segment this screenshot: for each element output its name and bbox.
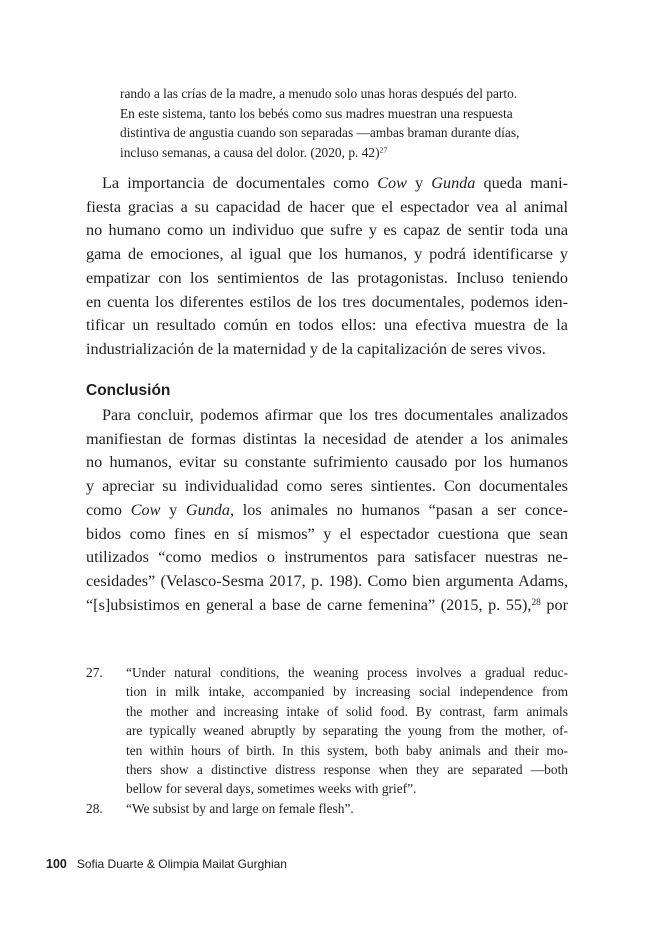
page-footer <box>46 856 287 872</box>
footnote-27 <box>86 663 568 799</box>
footnote-line: ten within hours of birth. In this system, both baby animals and their mo- <box>126 742 568 758</box>
paragraph-line: manifiestan de formas distintas la necesidad de atender a los animales <box>86 429 568 448</box>
footnote-number: 27. <box>86 665 103 680</box>
footnote-line: thers show a distinctive distress response when they are separated —both <box>126 762 568 778</box>
text-run: por <box>540 595 568 614</box>
footnote-line: “Under natural conditions, the weaning process involves a gradual reduc- <box>126 665 568 680</box>
text-run: “[s]ubsistimos en general a base de carne femenina” (2015, p. 55), <box>86 595 532 614</box>
footnotes <box>86 663 568 818</box>
quote-text: incluso semanas, a causa del dolor. (2020, p. 42) <box>120 144 380 160</box>
footnote-line: “We subsist by and large on female flesh”. <box>126 800 354 816</box>
text-run: , los animales no humanos “pasan a ser conce- <box>229 500 569 519</box>
footnote-ref-27[interactable]: 27 <box>379 145 388 155</box>
footnote-line: bellow for several days, sometimes weeks with grief”. <box>126 781 417 797</box>
paragraph-line: fiesta gracias a su capacidad de hacer que el espectador vea al animal <box>86 197 568 216</box>
paragraph-line <box>86 594 568 618</box>
film-title-cow: Cow <box>130 500 161 519</box>
paragraph-line: utilizados “como medios o instrumentos para satisfacer nuestras ne- <box>86 548 568 567</box>
paragraph-line: no humanos, evitar su constante sufrimiento causado por los humanos <box>86 453 568 472</box>
paragraph-line: industrialización de la maternidad y de la capitalización de seres vivos. <box>86 339 546 358</box>
footnote-28 <box>86 799 568 818</box>
paragraph-line: bidos como fines en sí mismos” y el espectador cuestiona que sean <box>86 524 568 543</box>
body-paragraph-2 <box>86 404 568 617</box>
text-run: La importancia de documentales como <box>102 174 378 192</box>
paragraph-line: y apreciar su individualidad como seres sintientes. Con documentales <box>86 477 568 496</box>
paragraph-line: no humano como un individuo que sufre y es capaz de sentir toda una <box>86 221 568 240</box>
paragraph-line: empatizar con los sentimientos de las protagonistas. Incluso teniendo <box>86 268 568 287</box>
text-run: como <box>86 500 131 519</box>
running-footer-authors: Sofia Duarte & Olimpia Mailat Gurghian <box>76 857 287 871</box>
block-quote <box>120 84 568 162</box>
quote-line: distintiva de angustia cuando son separadas —ambas braman durante días, <box>120 125 520 141</box>
film-title-gunda: Gunda <box>431 174 476 192</box>
quote-line: En este sistema, tanto los bebés como sus madres muestran una respuesta <box>120 105 513 121</box>
footnote-number: 28. <box>86 800 103 816</box>
footnote-line: the mother and increasing intake of solid food. By contrast, farm animals <box>126 703 568 719</box>
footnote-line: tion in milk intake, accompanied by increasing social independence from <box>126 684 568 700</box>
text-run: y <box>160 500 186 519</box>
paragraph-line <box>86 499 568 523</box>
text-run: y <box>406 174 432 192</box>
paragraph-line: cesidades” (Velasco-Sesma 2017, p. 198). Como bien argumenta Adams, <box>86 571 568 590</box>
paragraph-line: gama de emociones, al igual que los humanos, y podrá identificarse y <box>86 245 568 264</box>
paragraph-line <box>86 172 568 196</box>
quote-line <box>120 143 568 163</box>
paragraph-line: Para concluir, podemos afirmar que los tres documentales analizados <box>102 406 568 424</box>
film-title-gunda: Gunda <box>185 500 230 519</box>
film-title-cow: Cow <box>377 174 407 192</box>
footnote-ref-28[interactable]: 28 <box>531 597 541 608</box>
quote-line: rando a las crías de la madre, a menudo solo unas horas después del parto. <box>120 86 518 101</box>
paragraph-line: tificar un resultado común en todos ellos: una efectiva muestra de la <box>86 316 568 335</box>
footnote-text <box>126 663 568 799</box>
footnote-line: are typically weaned abruptly by separating the young from the mother, of- <box>126 723 568 739</box>
paragraph-line: en cuenta los diferentes estilos de los tres documentales, podemos iden- <box>86 292 568 311</box>
page-number: 100 <box>46 857 67 871</box>
section-heading: Conclusión <box>86 382 171 399</box>
text-run: queda mani- <box>475 174 569 192</box>
footnote-text <box>126 799 568 818</box>
body-paragraph-1 <box>86 172 568 362</box>
